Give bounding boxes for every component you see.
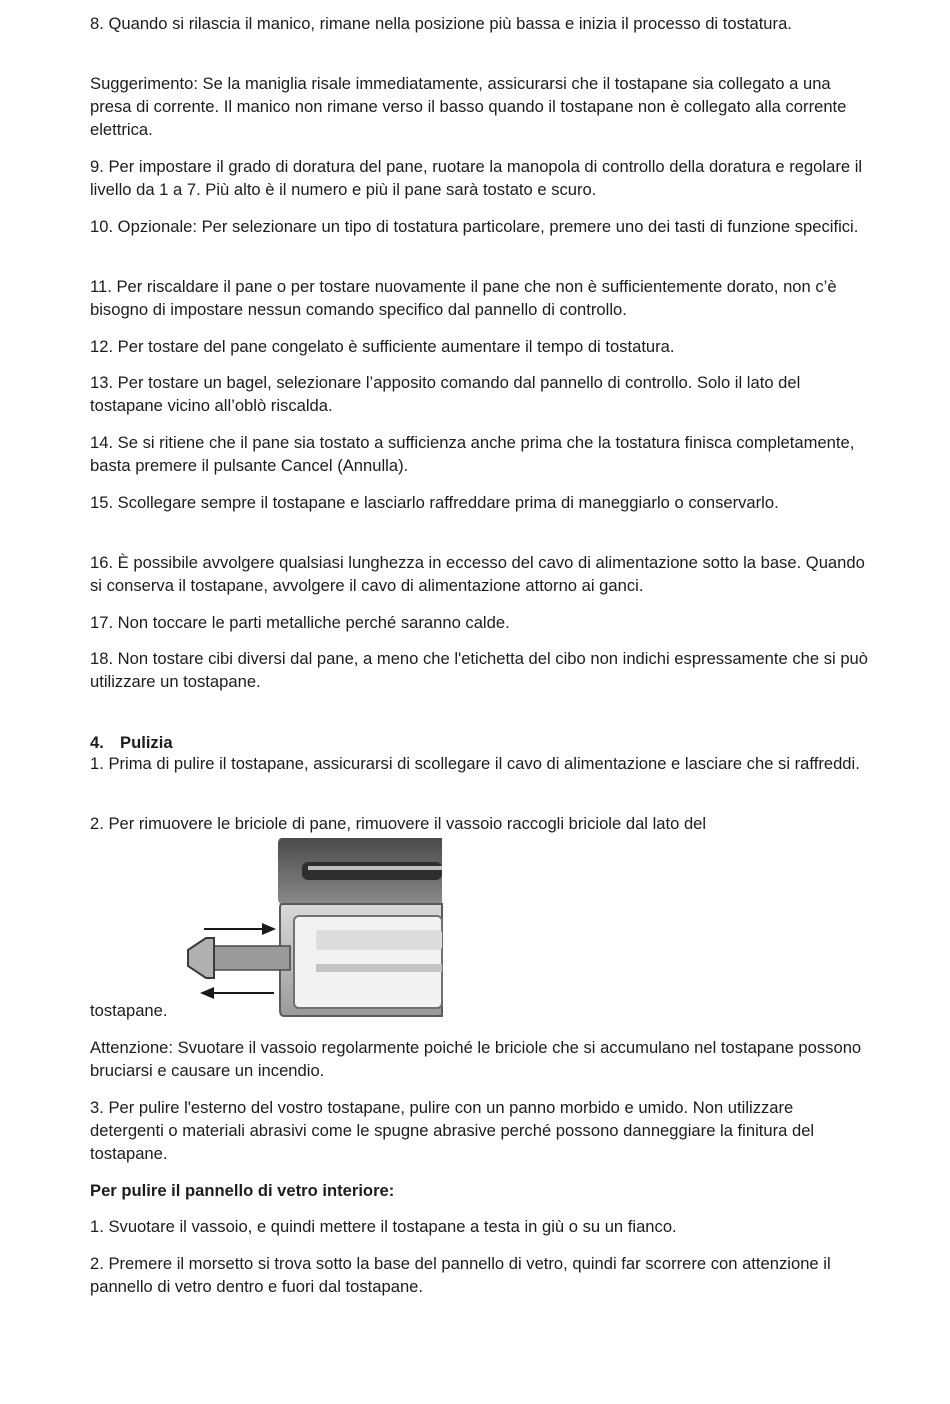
step-14: 14. Se si ritiene che il pane sia tostato a sufficienza anche prima che la tostatura finisca completamente, basta premere il pulsante Cancel (Annulla). xyxy=(90,433,855,475)
glass-step-2: 2. Premere il morsetto si trova sotto la base del pannello di vetro, quindi far scorrere con attenzione il pannello di vetro dentro e fuori dal tostapane. xyxy=(90,1254,831,1296)
warning-note: Attenzione: Svuotare il vassoio regolarmente poiché le briciole che si accumulano nel tostapane possono bruciarsi e causare un incendio. xyxy=(90,1038,862,1080)
section-number: 4. xyxy=(90,733,104,752)
tray-handle xyxy=(188,938,214,978)
step-17: 17. Non toccare le parti metalliche perché saranno calde. xyxy=(90,613,510,632)
step-15: 15. Scollegare sempre il tostapane e lasciarlo raffreddare prima di maneggiarlo o conservarlo. xyxy=(90,493,779,512)
step-10: 10. Opzionale: Per selezionare un tipo di tostatura particolare, premere uno dei tasti di funzione specifici. xyxy=(90,217,859,236)
step-11: 11. Per riscaldare il pane o per tostare nuovamente il pane che non è sufficientemente dorato, non c’è bisogno di impostare nessun comando specifico dal pannello di controllo. xyxy=(90,277,837,319)
arrow-out-icon xyxy=(200,987,214,999)
step-18: 18. Non tostare cibi diversi dal pane, a meno che l'etichetta del cibo non indichi espressamente che si può utilizzare un tostapane. xyxy=(90,649,869,691)
step-16: 16. È possibile avvolgere qualsiasi lunghezza in eccesso del cavo di alimentazione sotto la base. Quando si conserva il tostapane, avvolgere il cavo di alimentazione attorno ai ganci. xyxy=(90,553,865,595)
figure-caption: tostapane. xyxy=(90,1001,168,1020)
section-heading xyxy=(90,731,173,754)
glass-panel-subheading: Per pulire il pannello di vetro interiore: xyxy=(90,1181,395,1200)
step-9: 9. Per impostare il grado di doratura del pane, ruotare la manopola di controllo della doratura e regolare il livello da 1 a 7. Più alto è il numero e più il pane sarà tostato e scuro. xyxy=(90,157,863,199)
cleaning-step-3: 3. Per pulire l'esterno del vostro tostapane, pulire con un panno morbido e umido. Non utilizzare detergenti o materiali abrasivi come le spugne abrasive perché possono danneggiare la finitura del tostapane. xyxy=(90,1098,815,1163)
crumb-tray-illustration xyxy=(186,838,444,1020)
glass-step-1: 1. Svuotare il vassoio, e quindi mettere il tostapane a testa in giù o su un fianco. xyxy=(90,1217,677,1236)
arrow-in-icon xyxy=(262,923,276,935)
crumb-tray xyxy=(214,946,290,970)
step-12: 12. Per tostare del pane congelato è sufficiente aumentare il tempo di tostatura. xyxy=(90,337,675,356)
section-title: Pulizia xyxy=(120,733,173,752)
step-13: 13. Per tostare un bagel, selezionare l’apposito comando dal pannello di controllo. Solo il lato del tostapane vicino all’oblò riscalda. xyxy=(90,373,801,415)
bread-slot xyxy=(302,862,442,880)
cleaning-step-2: 2. Per rimuovere le briciole di pane, rimuovere il vassoio raccogli briciole dal lato del xyxy=(90,814,707,833)
window-interior xyxy=(316,930,442,950)
cleaning-step-1: 1. Prima di pulire il tostapane, assicurarsi di scollegare il cavo di alimentazione e lasciare che si raffreddi. xyxy=(90,754,860,773)
glass-window xyxy=(294,916,442,1008)
step-8: 8. Quando si rilascia il manico, rimane nella posizione più bassa e inizia il processo di tostatura. xyxy=(90,14,792,33)
slot-highlight xyxy=(308,866,442,870)
tip-handle: Suggerimento: Se la maniglia risale immediatamente, assicurarsi che il tostapane sia collegato a una presa di corrente. Il manico non rimane verso il basso quando il tostapane non è collegato alla corrente elettrica. xyxy=(90,74,847,139)
